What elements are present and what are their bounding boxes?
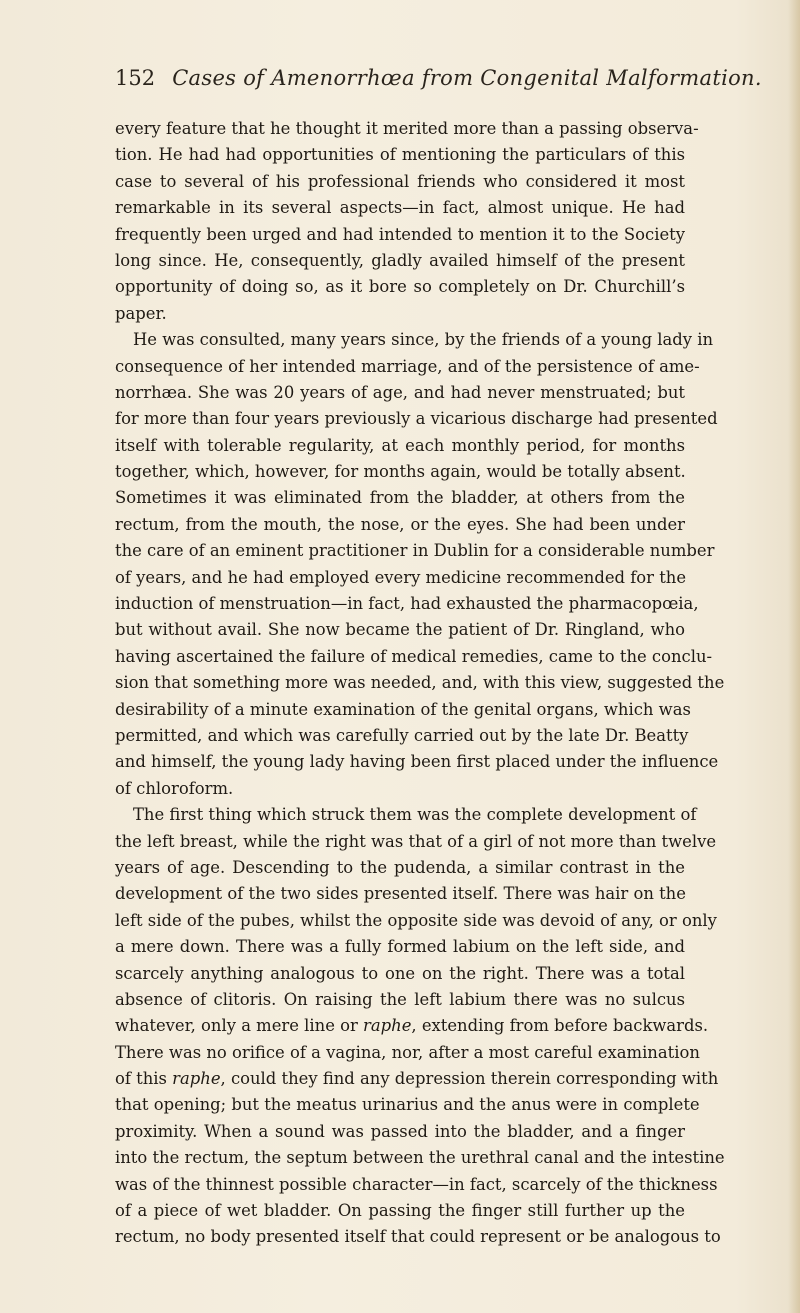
text-line: itself with tolerable regularity, at each monthly period, for months — [115, 435, 685, 455]
text-line: sion that something more was needed, and, with this view, suggested the — [115, 673, 725, 693]
italic-term-raphe: raphe — [172, 1069, 221, 1089]
page-number: 152 — [115, 66, 156, 90]
text-line: long since. He, consequently, gladly availed himself of the present — [115, 250, 685, 270]
text-line: having ascertained the failure of medical remedies, came to the conclu- — [115, 646, 713, 666]
text-line: for more than four years previously a vicarious discharge had presented — [115, 409, 718, 429]
text-line: rectum, from the mouth, the nose, or the eyes. She had been under — [115, 514, 685, 534]
text-line: frequently been urged and had intended to mention it to the Society — [115, 224, 685, 244]
page-edge-shading — [788, 0, 800, 1313]
text-span: , extending from before backwards. — [411, 1016, 709, 1036]
text-line: proximity. When a sound was passed into the bladder, and a finger — [115, 1121, 685, 1141]
text-line: but without avail. She now became the patient of Dr. Ringland, who — [115, 620, 685, 640]
body-text — [115, 116, 725, 1251]
text-line — [115, 1066, 719, 1092]
text-line: There was no orifice of a vagina, nor, after a most careful examination — [115, 1042, 700, 1062]
text-line: case to several of his professional friends who considered it most — [115, 171, 685, 191]
text-line — [115, 1013, 709, 1039]
text-line: the left breast, while the right was that of a girl of not more than twelve — [115, 831, 717, 851]
text-line: rectum, no body presented itself that could represent or be analogous to — [115, 1227, 721, 1247]
text-line: absence of clitoris. On raising the left labium there was no sulcus — [115, 989, 685, 1009]
text-line: paper. — [115, 303, 167, 323]
text-line: and himself, the young lady having been first placed under the influence — [115, 752, 719, 772]
text-line: scarcely anything analogous to one on the right. There was a total — [115, 963, 685, 983]
text-line: was of the thinnest possible character—in fact, scarcely of the thickness — [115, 1174, 718, 1194]
text-span: whatever, only a mere line or — [115, 1016, 358, 1036]
text-line: consequence of her intended marriage, and of the persistence of ame- — [115, 356, 700, 376]
text-line: of years, and he had employed every medicine recommended for the — [115, 567, 687, 587]
text-line: norrhæa. She was 20 years of age, and had never menstruated; but — [115, 382, 685, 402]
text-line: of a piece of wet bladder. On passing the finger still further up the — [115, 1201, 685, 1221]
text-line: He was consulted, many years since, by the friends of a young lady in — [133, 330, 714, 350]
text-line: The first thing which struck them was the complete development of — [133, 805, 697, 825]
running-head — [115, 66, 762, 102]
text-line: desirability of a minute examination of the genital organs, which was — [115, 699, 691, 719]
text-span: , could they find any depression therein corresponding with — [220, 1069, 719, 1089]
text-line: of chloroform. — [115, 778, 234, 798]
running-title: Cases of Amenorrhœa from Congenital Malformation. — [172, 66, 762, 90]
text-line: the care of an eminent practitioner in Dublin for a considerable number — [115, 541, 715, 561]
italic-term-raphe: raphe — [363, 1016, 412, 1036]
text-line: every feature that he thought it merited more than a passing observa- — [115, 119, 699, 138]
text-line: tion. He had had opportunities of mentioning the particulars of this — [115, 145, 685, 165]
text-line: Sometimes it was eliminated from the bladder, at others from the — [115, 488, 685, 508]
text-line: a mere down. There was a fully formed labium on the left side, and — [115, 937, 685, 957]
text-line: that opening; but the meatus urinarius and the anus were in complete — [115, 1095, 700, 1115]
text-line: years of age. Descending to the pudenda, a similar contrast in the — [115, 857, 685, 877]
text-line: induction of menstruation—in fact, had exhausted the pharmacopœia, — [115, 594, 699, 614]
text-line: development of the two sides presented itself. There was hair on the — [115, 884, 686, 904]
text-line: opportunity of doing so, as it bore so completely on Dr. Churchill’s — [115, 277, 685, 297]
text-line: into the rectum, the septum between the urethral canal and the intestine — [115, 1148, 725, 1168]
text-line: left side of the pubes, whilst the opposite side was devoid of any, or only — [115, 910, 717, 930]
text-line: permitted, and which was carefully carried out by the late Dr. Beatty — [115, 725, 689, 745]
text-line: remarkable in its several aspects—in fact, almost unique. He had — [115, 198, 685, 218]
text-span: of this — [115, 1069, 167, 1089]
text-line: together, which, however, for months again, would be totally absent. — [115, 462, 686, 482]
